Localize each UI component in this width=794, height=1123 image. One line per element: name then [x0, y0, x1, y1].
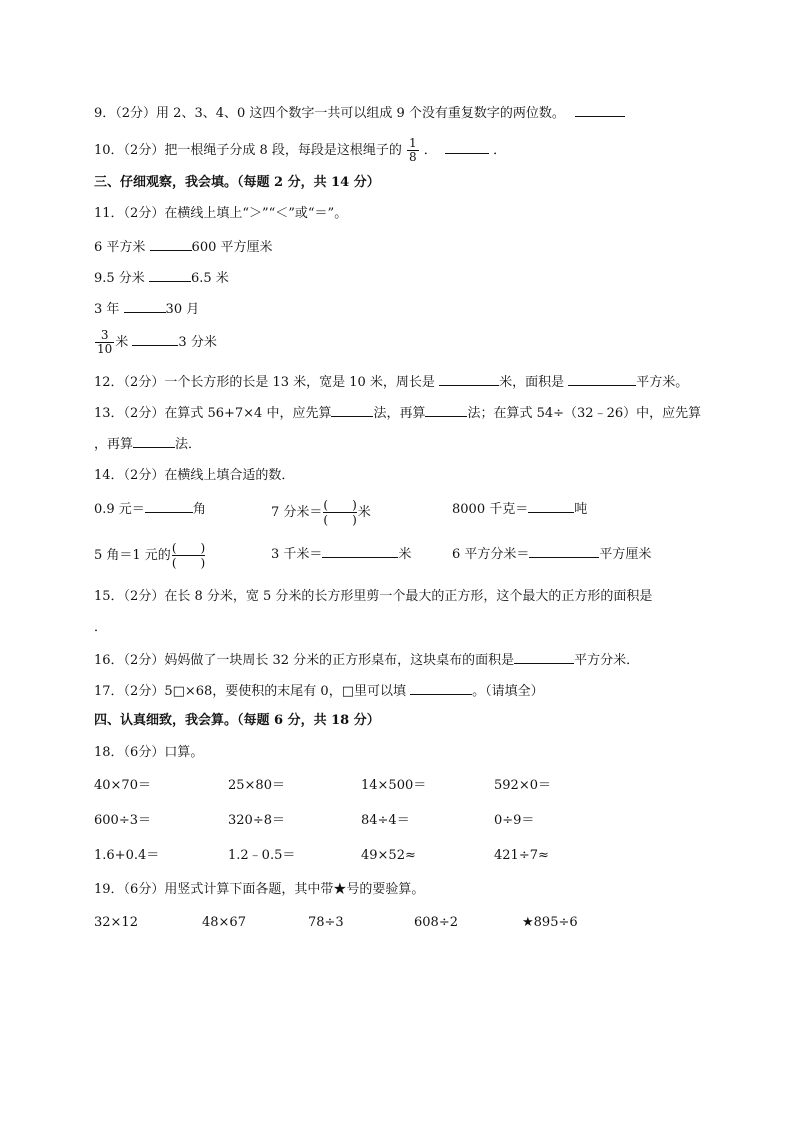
vertical-calc-item: 48×67	[202, 915, 246, 930]
question-10	[94, 137, 506, 164]
calc-item: 0÷9＝	[494, 813, 535, 828]
answer-blank[interactable]	[322, 544, 398, 558]
answer-blank[interactable]	[132, 332, 178, 346]
compare-right: 6.5 米	[190, 271, 229, 286]
fraction-denominator[interactable]: ( )	[171, 556, 206, 570]
calc-item: 421÷7≈	[494, 848, 549, 863]
question-18: 18．（6分）口算。	[94, 745, 204, 760]
compare-item	[94, 328, 217, 358]
question-13-line2	[94, 434, 201, 454]
compare-item	[94, 268, 229, 288]
vertical-calc-item: 78÷3	[308, 915, 344, 930]
compare-left: 米	[115, 335, 133, 350]
question-12-part1: 12．（2分）一个长方形的长是 13 米，宽是 10 米，周长是	[94, 375, 440, 390]
answer-blank[interactable]	[439, 372, 499, 386]
fill-right: 吨	[574, 502, 588, 517]
question-13-line2-b: 法．	[175, 437, 202, 452]
answer-blank[interactable]	[514, 650, 574, 664]
question-10-text: 10．（2分）把一根绳子分成 8 段，每段是这根绳子的	[94, 143, 402, 158]
compare-right: 30 月	[165, 302, 200, 317]
fill-right: 米	[398, 547, 412, 562]
question-13-line2-a: ，再算	[94, 437, 134, 452]
fill-left: 5 角＝1 元的	[94, 548, 171, 563]
question-14: 14．（2分）在横线上填合适的数．	[94, 468, 295, 483]
question-13-part3: 法；在算式 54÷（32﹣26）中，应先算	[467, 406, 702, 421]
fraction	[172, 541, 205, 570]
question-16-part2: 平方分米．	[574, 653, 640, 668]
question-13	[94, 403, 701, 423]
section-3-title: 三、仔细观察，我会填。（每题 2 分，共 14 分）	[94, 175, 380, 190]
question-10-end: ．	[493, 143, 507, 158]
fill-left: 3 千米＝	[271, 547, 323, 562]
question-16-part1: 16．（2分）妈妈做了一块周长 32 分米的正方形桌布，这块桌布的面积是	[94, 653, 515, 668]
fraction-numerator: 1	[409, 136, 417, 150]
question-12	[94, 372, 688, 392]
vertical-calc-item: 32×12	[94, 915, 138, 930]
compare-item	[94, 299, 199, 319]
fill-item	[94, 539, 206, 573]
calc-item: 14×500＝	[361, 778, 427, 793]
question-16	[94, 650, 639, 670]
calc-item: 592×0＝	[494, 778, 551, 793]
question-17	[94, 681, 544, 701]
vertical-calc-item: 608÷2	[414, 915, 458, 930]
answer-blank[interactable]	[410, 681, 472, 695]
fill-left: 7 分米＝	[271, 505, 323, 520]
question-9-text: 9．（2分）用 2、3、4、0 这四个数字一共可以组成 9 个没有重复数字的两位数。	[94, 106, 565, 121]
compare-right: 3 分米	[178, 335, 217, 350]
fill-item	[452, 499, 587, 519]
calc-item: 600÷3＝	[94, 813, 151, 828]
answer-blank[interactable]	[150, 237, 192, 251]
fill-right: 平方厘米	[599, 547, 652, 562]
fraction-denominator: 10	[97, 342, 113, 356]
fraction-numerator[interactable]: ( )	[171, 541, 206, 555]
vertical-calc-item: ★895÷6	[522, 915, 578, 930]
calc-item: 1.2﹣0.5＝	[228, 848, 296, 863]
calc-item: 25×80＝	[228, 778, 285, 793]
fill-item	[452, 544, 651, 564]
compare-item	[94, 237, 273, 257]
question-17-part1: 17．（2分）5□×68，要使积的末尾有 0，□里可以填	[94, 684, 411, 699]
fraction-denominator: 8	[409, 150, 417, 164]
question-11: 11．（2分）在横线上填上“＞”“＜”或“＝”。	[94, 206, 348, 221]
fraction	[323, 498, 356, 527]
answer-blank[interactable]	[124, 299, 166, 313]
fill-left: 0.9 元＝	[94, 502, 145, 517]
section-4-title: 四、认真细致，我会算。（每题 6 分，共 18 分）	[94, 713, 380, 728]
fill-left: 6 平方分米＝	[452, 547, 530, 562]
calc-item: 84÷4＝	[361, 813, 410, 828]
fraction	[407, 137, 419, 164]
question-17-part2: 。（请填全）	[472, 684, 544, 699]
calc-item: 40×70＝	[94, 778, 151, 793]
fill-right: 米	[357, 505, 371, 520]
fill-item	[271, 544, 411, 564]
question-9	[94, 103, 625, 123]
compare-left: 3 年	[94, 302, 124, 317]
fill-item	[94, 499, 206, 519]
compare-left: 9.5 分米	[94, 271, 149, 286]
fill-right: 角	[192, 502, 206, 517]
question-13-part2: 法，再算	[373, 406, 426, 421]
fraction-denominator[interactable]: ( )	[323, 513, 357, 527]
fill-item	[271, 496, 371, 530]
fraction	[95, 329, 114, 356]
question-19: 19．（6分）用竖式计算下面各题，其中带★号的要验算。	[94, 882, 425, 897]
answer-blank[interactable]	[528, 499, 574, 513]
answer-blank[interactable]	[445, 140, 489, 154]
answer-blank[interactable]	[145, 499, 193, 513]
compare-left: 6 平方米	[94, 240, 150, 255]
calc-item: 320÷8＝	[228, 813, 285, 828]
question-15: 15．（2分）在长 8 分米，宽 5 分米的长方形里剪一个最大的正方形，这个最大的正方形的面积是	[94, 589, 653, 604]
fraction-numerator: 3	[100, 328, 109, 342]
question-10-tail: ．	[423, 143, 437, 158]
question-13-part1: 13．（2分）在算式 56+7×4 中，应先算	[94, 406, 332, 421]
answer-blank[interactable]	[529, 544, 599, 558]
question-12-part3: 平方米。	[636, 375, 689, 390]
answer-blank[interactable]	[425, 403, 467, 417]
question-15-line2: ．	[94, 620, 108, 635]
answer-blank[interactable]	[149, 268, 191, 282]
answer-blank[interactable]	[133, 434, 175, 448]
question-12-part2: 米，面积是	[499, 375, 569, 390]
answer-blank[interactable]	[331, 403, 373, 417]
answer-blank[interactable]	[575, 103, 625, 117]
answer-blank[interactable]	[568, 372, 636, 386]
fill-left: 8000 千克＝	[452, 502, 529, 517]
compare-right: 600 平方厘米	[191, 240, 273, 255]
calc-item: 49×52≈	[361, 848, 416, 863]
calc-item: 1.6+0.4＝	[94, 848, 160, 863]
fraction-numerator[interactable]: ( )	[323, 498, 357, 512]
